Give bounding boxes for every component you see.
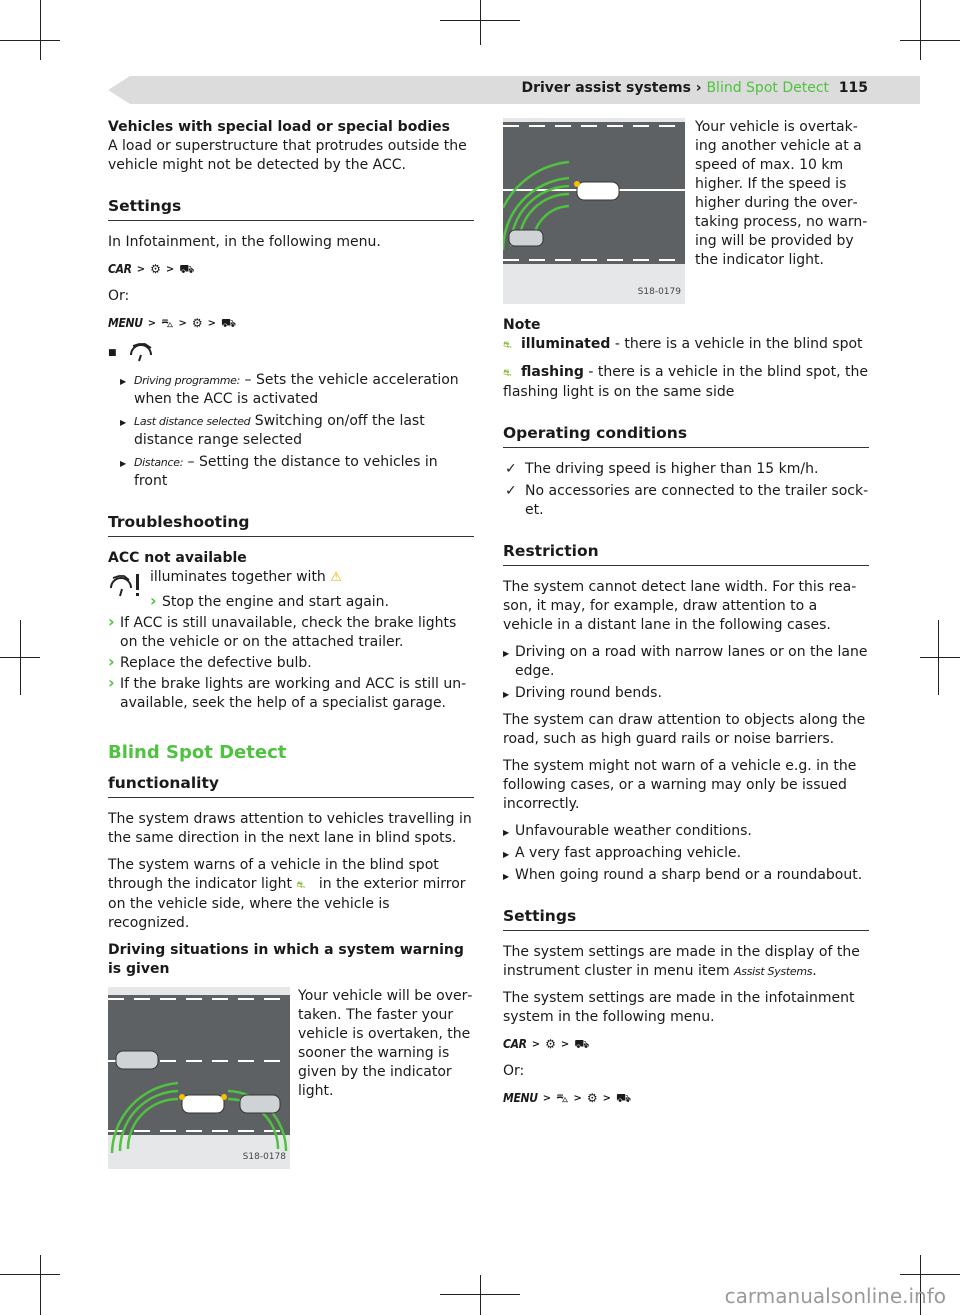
- overtaken-illustration: [108, 987, 290, 1169]
- blind-spot-icon: ⛐: [503, 368, 512, 379]
- operating-heading: Operating conditions: [503, 424, 869, 448]
- acc-step: › If ACC is still unavailable, check the brake lights on the vehicle or on the attached trailer.: [108, 614, 474, 652]
- or-label: Or:: [503, 1063, 525, 1079]
- settings-item: [108, 412, 474, 450]
- acc-warning-icon: [108, 568, 142, 602]
- menu-path-car: [108, 260, 474, 279]
- functionality-p2a: The system warns of a vehicle in the blind spot through the indicator light: [108, 857, 439, 892]
- functionality-p2: [108, 856, 474, 933]
- operating-item: ✓ The driving speed is higher than 15 km/h.: [503, 460, 869, 479]
- header-separator: ›: [695, 80, 702, 96]
- figure-2-text: Your vehicle is overtaking another vehicle at a speed of max. 10 km higher. If the speed is higher during the overtaking process, no warning will be provided by the indicator light.: [695, 119, 868, 268]
- gear-icon: ⚙: [191, 316, 203, 330]
- bullet-square: ■: [108, 347, 117, 358]
- restriction-p3: The system might not warn of a vehicle e.g. in the following cases, or a warning may only be issued incorrectly.: [503, 758, 857, 812]
- or-label: Or:: [108, 288, 130, 304]
- note-illuminated-text: - there is a vehicle in the blind spot: [610, 336, 863, 352]
- path-separator: >: [136, 264, 146, 275]
- special-load-title: Vehicles with special load or special bodies: [108, 119, 450, 135]
- menu-key: MENU: [503, 1091, 538, 1105]
- settings-p1a: The system settings are made in the display of the instrument cluster in menu item: [503, 944, 860, 979]
- acc-not-available-title: ACC not available: [108, 550, 247, 566]
- settings-p1-key: Assist Systems: [734, 965, 813, 978]
- acc-warning-block: [108, 568, 474, 614]
- assist-icon: ⛟: [616, 1091, 632, 1105]
- note-flashing: [503, 363, 869, 402]
- restriction-item: ▶ Unfavourable weather conditions.: [503, 822, 869, 841]
- assist-icon: ⛟: [179, 262, 195, 276]
- header-subsection: Blind Spot Detect: [706, 80, 830, 96]
- restriction-item: ▶ Driving on a road with narrow lanes or on the lane edge.: [503, 643, 869, 681]
- settings-item-text: – Sets the vehicle acceleration when the ACC is activated: [134, 372, 459, 407]
- left-column: [108, 118, 474, 1169]
- menu-path-menu: [108, 314, 474, 333]
- bsd-heading: Blind Spot Detect: [108, 742, 287, 763]
- figure-1-block: [108, 987, 474, 1169]
- note-flashing-key: flashing: [521, 364, 584, 380]
- note-illuminated: [503, 335, 869, 355]
- functionality-heading: functionality: [108, 774, 474, 798]
- settings-item-key: Distance:: [134, 456, 184, 469]
- path-separator: >: [531, 1039, 541, 1050]
- car-icon: ⛍: [556, 1091, 569, 1105]
- figure-label: S18-0178: [242, 1152, 286, 1162]
- situations-title: Driving situations in which a system warning is given: [108, 942, 464, 977]
- path-separator: >: [147, 318, 157, 329]
- special-load-text: A load or superstructure that protrudes outside the vehicle might not be detected by the ACC.: [108, 138, 467, 173]
- operating-item: ✓ No accessories are connected to the trailer socket.: [503, 482, 869, 520]
- menu-path-car: [503, 1035, 869, 1054]
- restriction-heading: Restriction: [503, 542, 869, 566]
- restriction-item: ▶ A very fast approaching vehicle.: [503, 844, 869, 863]
- page-header: [521, 80, 868, 96]
- path-separator: >: [165, 264, 175, 275]
- car-key: CAR: [503, 1037, 527, 1051]
- menu-key: MENU: [108, 316, 143, 330]
- settings-item-key: Last distance selected: [134, 415, 251, 428]
- figure-s18-0178: [108, 987, 290, 1169]
- watermark: carmanualsonline.info: [724, 1284, 946, 1308]
- settings-item-text: – Setting the distance to vehicles in front: [134, 454, 438, 489]
- settings-item-text: Switching on/off the last distance range selected: [134, 413, 425, 448]
- figure-1-text: Your vehicle will be overtaken. The faster your vehicle is overtaken, the sooner the warning is given by the indicator light.: [298, 988, 473, 1099]
- path-separator: >: [207, 318, 217, 329]
- figure-s18-0179: [503, 118, 685, 304]
- restriction-p1: The system cannot detect lane width. For this reason, it may, for example, draw attention to a vehicle in a distant lane in the following cases.: [503, 579, 857, 633]
- settings-heading: Settings: [108, 197, 474, 221]
- settings-p1b: .: [812, 963, 817, 979]
- note-title: Note: [503, 317, 541, 333]
- figure-2-block: [503, 118, 869, 304]
- acc-illuminates-line: [150, 568, 389, 587]
- path-separator: >: [602, 1093, 612, 1104]
- menu-path-menu: [503, 1089, 869, 1108]
- acc-step: › Stop the engine and start again.: [150, 593, 389, 612]
- note-illuminated-key: illuminated: [521, 336, 611, 352]
- header-section: Driver assist systems: [521, 80, 691, 96]
- right-column: [503, 118, 869, 1116]
- note-flashing-text: - there is a vehicle in the blind spot, the flashing light is on the same side: [503, 364, 868, 400]
- assist-icon: ⛟: [221, 316, 237, 330]
- settings-item: [108, 371, 474, 409]
- functionality-p2b: in the exterior mirror on the vehicle side, where the vehicle is recognized.: [108, 876, 466, 931]
- settings-p1: [503, 943, 869, 981]
- gear-icon: ⚙: [586, 1091, 598, 1105]
- settings-item: [108, 453, 474, 491]
- acc-step: › Replace the defective bulb.: [108, 654, 474, 673]
- blind-spot-icon: ⛐: [503, 340, 512, 351]
- settings-p2: The system settings are made in the infotainment system in the following menu.: [503, 990, 855, 1025]
- figure-label: S18-0179: [637, 287, 681, 297]
- gear-icon: ⚙: [545, 1037, 556, 1051]
- restriction-item: ▶ When going round a sharp bend or a roundabout.: [503, 866, 869, 885]
- settings-heading-right: Settings: [503, 907, 869, 931]
- acc-menu-entry: [108, 341, 474, 365]
- settings-intro: In Infotainment, in the following menu.: [108, 234, 381, 250]
- acc-icon: [125, 341, 159, 365]
- page-number: 115: [838, 80, 868, 96]
- functionality-p1: The system draws attention to vehicles travelling in the same direction in the next lane in blind spots.: [108, 811, 472, 846]
- troubleshooting-heading: Troubleshooting: [108, 513, 474, 537]
- restriction-item: ▶ Driving round bends.: [503, 684, 869, 703]
- overtaking-illustration: [503, 118, 685, 304]
- path-separator: >: [542, 1093, 552, 1104]
- acc-illuminates-text: illuminates together with: [150, 569, 326, 585]
- path-separator: >: [178, 318, 187, 329]
- assist-icon: ⛟: [574, 1037, 590, 1051]
- settings-item-key: Driving programme:: [134, 374, 241, 387]
- path-separator: >: [573, 1093, 582, 1104]
- warning-triangle-icon: ⚠: [330, 570, 342, 585]
- blind-spot-icon: ⛐: [296, 880, 306, 891]
- restriction-p2: The system can draw attention to objects along the road, such as high guard rails or noise barriers.: [503, 712, 866, 747]
- car-key: CAR: [108, 262, 132, 276]
- gear-icon: ⚙: [150, 262, 161, 276]
- path-separator: >: [560, 1039, 570, 1050]
- acc-step: › If the brake lights are working and ACC is still unavailable, seek the help of a specialist garage.: [108, 675, 474, 713]
- car-icon: ⛍: [161, 316, 174, 330]
